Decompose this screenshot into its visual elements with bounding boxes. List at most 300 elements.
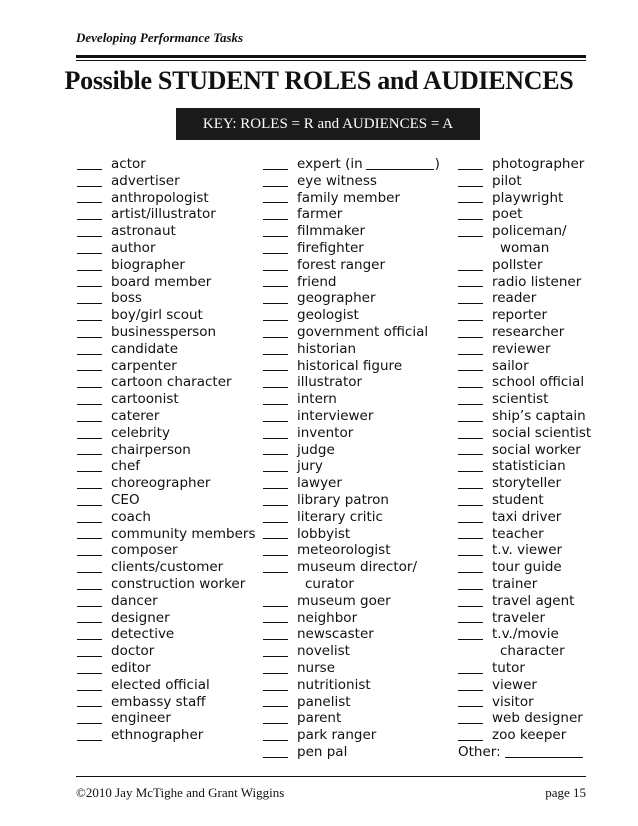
header-rule-thick: [76, 55, 586, 58]
role-item: [263, 190, 458, 207]
role-label: boss: [111, 290, 142, 307]
role-label: pilot: [492, 172, 522, 189]
role-item: [263, 559, 458, 576]
role-label: geographer: [297, 290, 376, 307]
role-item: [77, 290, 257, 307]
checkbox-blank[interactable]: [77, 638, 102, 640]
role-label: pen pal: [297, 743, 348, 760]
role-item: [263, 694, 458, 711]
role-item: [77, 559, 257, 576]
key-box: KEY: ROLES = R and AUDIENCES = A: [176, 108, 480, 140]
checkbox-blank[interactable]: [263, 470, 288, 472]
role-item: [77, 240, 257, 257]
checkbox-blank[interactable]: [458, 302, 483, 304]
role-label: museum goer: [297, 592, 391, 609]
checkbox-blank[interactable]: [458, 319, 483, 321]
checkbox-blank[interactable]: [263, 369, 288, 371]
checkbox-blank[interactable]: [263, 655, 288, 657]
checkbox-blank[interactable]: [458, 605, 483, 607]
role-label: caterer: [111, 407, 160, 424]
checkbox-blank[interactable]: [263, 487, 288, 489]
role-label: family member: [297, 189, 400, 206]
checkbox-blank[interactable]: [263, 621, 288, 623]
role-item: [263, 509, 458, 526]
checkbox-blank[interactable]: [458, 521, 483, 523]
role-item: [458, 727, 598, 744]
role-label: historical figure: [297, 357, 403, 374]
role-item: [77, 374, 257, 391]
role-item: [77, 660, 257, 677]
role-item: [77, 475, 257, 492]
checkbox-blank[interactable]: [77, 403, 102, 405]
page-number: page 15: [545, 785, 586, 800]
role-label: cartoonist: [111, 391, 179, 408]
checkbox-blank[interactable]: [77, 269, 102, 271]
checkbox-blank[interactable]: [77, 369, 102, 371]
role-label: photographer: [492, 156, 585, 172]
checkbox-blank[interactable]: [263, 504, 288, 506]
role-label: tour guide: [492, 559, 562, 576]
role-label: engineer: [111, 710, 171, 727]
checkbox-blank[interactable]: [77, 588, 102, 590]
role-item: [77, 307, 257, 324]
role-label: author: [111, 239, 156, 256]
role-item: [458, 475, 598, 492]
role-label: chairperson: [111, 441, 191, 458]
role-item: [458, 223, 598, 240]
checkbox-blank[interactable]: [458, 504, 483, 506]
role-item: [77, 190, 257, 207]
checkbox-blank[interactable]: [77, 605, 102, 607]
role-label: ethnographer: [111, 727, 204, 744]
checkbox-blank[interactable]: [263, 453, 288, 455]
role-label: visitor: [492, 693, 534, 710]
role-item: [263, 274, 458, 291]
role-item: [263, 206, 458, 223]
role-item: [77, 526, 257, 543]
role-item: [77, 593, 257, 610]
checkbox-blank[interactable]: [263, 386, 288, 388]
role-item: [458, 358, 598, 375]
checkbox-blank[interactable]: [77, 621, 102, 623]
role-item: [263, 660, 458, 677]
checkbox-blank[interactable]: [77, 252, 102, 254]
checkbox-blank[interactable]: [458, 235, 483, 237]
role-item: [263, 240, 458, 257]
role-item: [263, 341, 458, 358]
role-item: [263, 374, 458, 391]
role-item: [263, 408, 458, 425]
checkbox-blank[interactable]: [77, 235, 102, 237]
checkbox-blank[interactable]: [77, 218, 102, 220]
copyright: ©2010 Jay McTighe and Grant Wiggins: [76, 785, 285, 800]
role-label: web designer: [492, 710, 583, 727]
role-label: nurse: [297, 659, 336, 676]
role-label: illustrator: [297, 374, 363, 391]
role-label: t.v./movie: [492, 626, 559, 643]
checkbox-blank[interactable]: [77, 705, 102, 707]
role-label: museum director/: [297, 559, 417, 576]
role-item: [458, 408, 598, 425]
role-label: zoo keeper: [492, 727, 567, 744]
checkbox-blank[interactable]: [77, 336, 102, 338]
role-label: reader: [492, 290, 537, 307]
checkbox-blank[interactable]: [458, 353, 483, 355]
role-label: curator: [305, 575, 354, 592]
role-label: designer: [111, 609, 170, 626]
role-item: [263, 593, 458, 610]
role-item: [458, 374, 598, 391]
expert-close-paren: ): [434, 156, 440, 172]
checkbox-blank[interactable]: [458, 201, 483, 203]
role-label: student: [492, 491, 544, 508]
role-item: [77, 358, 257, 375]
role-label: choreographer: [111, 475, 211, 492]
role-label: artist/illustrator: [111, 206, 216, 223]
role-label: farmer: [297, 206, 343, 223]
checkbox-blank[interactable]: [77, 353, 102, 355]
checkbox-blank[interactable]: [263, 537, 288, 539]
role-label: interviewer: [297, 407, 374, 424]
role-label: biographer: [111, 256, 185, 273]
checkbox-blank[interactable]: [263, 722, 288, 724]
role-label: clients/customer: [111, 559, 224, 576]
role-item: [77, 173, 257, 190]
checkbox-blank[interactable]: [458, 420, 483, 422]
role-item: [77, 274, 257, 291]
role-label: taxi driver: [492, 508, 562, 525]
role-item: [263, 610, 458, 627]
role-label: park ranger: [297, 727, 377, 744]
role-item: [263, 156, 458, 173]
checkbox-blank[interactable]: [77, 185, 102, 187]
checkbox-blank[interactable]: [77, 722, 102, 724]
checkbox-blank[interactable]: [263, 285, 288, 287]
checkbox-blank[interactable]: [263, 201, 288, 203]
checkbox-blank[interactable]: [458, 369, 483, 371]
role-label: inventor: [297, 424, 354, 441]
role-item: [77, 509, 257, 526]
role-label: editor: [111, 659, 151, 676]
role-item: [77, 492, 257, 509]
role-label: parent: [297, 710, 342, 727]
role-item: [263, 677, 458, 694]
role-label: businessperson: [111, 323, 217, 340]
checkbox-blank[interactable]: [77, 420, 102, 422]
role-label: cartoon character: [111, 374, 232, 391]
role-label: newscaster: [297, 626, 374, 643]
checkbox-blank[interactable]: [458, 705, 483, 707]
checkbox-blank[interactable]: [77, 655, 102, 657]
roles-column-3: [458, 156, 598, 761]
role-item: [77, 324, 257, 341]
role-item: [263, 290, 458, 307]
role-label: panelist: [297, 693, 351, 710]
role-item: [458, 307, 598, 324]
role-label: eye witness: [297, 172, 377, 189]
checkbox-blank[interactable]: [77, 319, 102, 321]
role-item: [263, 358, 458, 375]
role-item: [263, 576, 458, 593]
role-item: [263, 526, 458, 543]
role-item: [458, 509, 598, 526]
role-item: [263, 173, 458, 190]
checkbox-blank[interactable]: [263, 605, 288, 607]
role-item: [458, 660, 598, 677]
role-label: radio listener: [492, 273, 582, 290]
checkbox-blank[interactable]: [458, 588, 483, 590]
role-item: [458, 173, 598, 190]
role-item: [263, 257, 458, 274]
running-header: Developing Performance Tasks: [76, 30, 244, 45]
role-item: [263, 492, 458, 509]
checkbox-blank[interactable]: [77, 554, 102, 556]
role-item: [77, 576, 257, 593]
checkbox-blank[interactable]: [263, 638, 288, 640]
checkbox-blank[interactable]: [458, 672, 483, 674]
role-item: [77, 408, 257, 425]
role-label: celebrity: [111, 424, 170, 441]
role-item: [458, 156, 598, 173]
checkbox-blank[interactable]: [263, 672, 288, 674]
checkbox-blank[interactable]: [458, 336, 483, 338]
role-label: geologist: [297, 307, 359, 324]
checkbox-blank[interactable]: [458, 722, 483, 724]
checkbox-blank[interactable]: [77, 453, 102, 455]
role-item: [77, 425, 257, 442]
checkbox-blank[interactable]: [458, 168, 483, 170]
checkbox-blank[interactable]: [263, 168, 288, 170]
role-item: [77, 610, 257, 627]
role-label: traveler: [492, 609, 546, 626]
role-label: woman: [500, 239, 550, 256]
role-label: detective: [111, 626, 175, 643]
checkbox-blank[interactable]: [77, 739, 102, 741]
role-item: [458, 290, 598, 307]
role-label: chef: [111, 458, 141, 475]
role-item: [458, 274, 598, 291]
checkbox-blank[interactable]: [77, 302, 102, 304]
role-label: travel agent: [492, 592, 575, 609]
role-item: [77, 442, 257, 459]
checkbox-blank[interactable]: [263, 269, 288, 271]
role-item: [77, 156, 257, 173]
checkbox-blank[interactable]: [458, 638, 483, 640]
checkbox-blank[interactable]: [458, 487, 483, 489]
page-title: Possible STUDENT ROLES and AUDIENCES: [64, 66, 574, 95]
role-label: embassy staff: [111, 693, 206, 710]
checkbox-blank[interactable]: [263, 353, 288, 355]
role-item: [77, 257, 257, 274]
role-item: [263, 727, 458, 744]
checkbox-blank[interactable]: [458, 470, 483, 472]
role-item: [458, 542, 598, 559]
role-label: firefighter: [297, 239, 364, 256]
checkbox-blank[interactable]: [77, 571, 102, 573]
role-label: scientist: [492, 391, 549, 408]
checkbox-blank[interactable]: [458, 437, 483, 439]
role-item: [77, 727, 257, 744]
role-label: government official: [297, 323, 429, 340]
role-item: [458, 677, 598, 694]
role-item: [77, 710, 257, 727]
role-item: [458, 710, 598, 727]
role-label: construction worker: [111, 575, 246, 592]
expert-field-blank[interactable]: [366, 168, 434, 170]
role-item: [263, 223, 458, 240]
role-label: poet: [492, 206, 523, 223]
role-item: [458, 341, 598, 358]
role-label: reviewer: [492, 340, 551, 357]
role-item: [458, 610, 598, 627]
role-item: [263, 324, 458, 341]
checkbox-blank[interactable]: [458, 453, 483, 455]
checkbox-blank[interactable]: [263, 689, 288, 691]
role-label: t.v. viewer: [492, 542, 563, 559]
role-item: [263, 542, 458, 559]
checkbox-blank[interactable]: [77, 201, 102, 203]
checkbox-blank[interactable]: [77, 487, 102, 489]
checkbox-blank[interactable]: [458, 571, 483, 573]
role-item: [77, 341, 257, 358]
role-item: [458, 694, 598, 711]
role-label: sailor: [492, 357, 529, 374]
checkbox-blank[interactable]: [458, 218, 483, 220]
checkbox-blank[interactable]: [77, 521, 102, 523]
checkbox-blank[interactable]: [77, 504, 102, 506]
checkbox-blank[interactable]: [458, 285, 483, 287]
role-label: carpenter: [111, 357, 177, 374]
role-item: [458, 643, 598, 660]
role-item: [458, 492, 598, 509]
checkbox-blank[interactable]: [263, 302, 288, 304]
role-label: reporter: [492, 307, 548, 324]
role-label: judge: [297, 441, 335, 458]
role-label: ship’s captain: [492, 407, 586, 424]
role-label: jury: [297, 458, 323, 475]
role-label: historian: [297, 340, 357, 357]
header-rule-thin: [76, 60, 586, 61]
roles-column-1: [77, 156, 257, 744]
role-item: [263, 442, 458, 459]
checkbox-blank[interactable]: [263, 571, 288, 573]
role-label: CEO: [111, 491, 140, 508]
checkbox-blank[interactable]: [263, 437, 288, 439]
role-item: [458, 458, 598, 475]
checkbox-blank[interactable]: [77, 386, 102, 388]
role-label: playwright: [492, 189, 564, 206]
role-label: pollster: [492, 256, 543, 273]
role-label: social scientist: [492, 424, 592, 441]
checkbox-blank[interactable]: [77, 437, 102, 439]
role-label: viewer: [492, 676, 537, 693]
role-item: [458, 206, 598, 223]
checkbox-blank[interactable]: [458, 403, 483, 405]
role-label: literary critic: [297, 508, 383, 525]
checkbox-blank[interactable]: [263, 218, 288, 220]
role-item: [263, 475, 458, 492]
role-label: novelist: [297, 643, 350, 660]
role-label: character: [500, 643, 565, 660]
checkbox-blank[interactable]: [458, 386, 483, 388]
checkbox-blank[interactable]: [263, 336, 288, 338]
role-item: [458, 626, 598, 643]
checkbox-blank[interactable]: [458, 689, 483, 691]
checkbox-blank[interactable]: [263, 185, 288, 187]
checkbox-blank[interactable]: [77, 168, 102, 170]
checkbox-blank[interactable]: [263, 739, 288, 741]
checkbox-blank[interactable]: [263, 403, 288, 405]
checkbox-blank[interactable]: [458, 269, 483, 271]
role-label: expert (in: [297, 156, 363, 172]
checkbox-blank[interactable]: [77, 672, 102, 674]
role-item: [458, 391, 598, 408]
role-item: [263, 710, 458, 727]
role-label: meteorologist: [297, 542, 391, 559]
checkbox-blank[interactable]: [77, 285, 102, 287]
checkbox-blank[interactable]: [263, 319, 288, 321]
role-item: [458, 576, 598, 593]
checkbox-blank[interactable]: [77, 537, 102, 539]
role-label: lobbyist: [297, 525, 351, 542]
role-item: [77, 542, 257, 559]
checkbox-blank[interactable]: [458, 185, 483, 187]
role-item: [458, 257, 598, 274]
role-label: tutor: [492, 659, 525, 676]
checkbox-blank[interactable]: [458, 621, 483, 623]
role-item: [77, 643, 257, 660]
checkbox-blank[interactable]: [458, 739, 483, 741]
role-item: [458, 425, 598, 442]
other-label: Other:: [458, 743, 501, 760]
checkbox-blank[interactable]: [263, 705, 288, 707]
checkbox-blank[interactable]: [77, 470, 102, 472]
role-label: trainer: [492, 575, 538, 592]
role-label: elected official: [111, 676, 210, 693]
role-label: forest ranger: [297, 256, 385, 273]
role-item: [458, 559, 598, 576]
role-label: intern: [297, 391, 337, 408]
role-label: boy/girl scout: [111, 307, 203, 324]
role-label: friend: [297, 273, 337, 290]
role-item: [263, 744, 458, 761]
checkbox-blank[interactable]: [263, 756, 288, 758]
role-label: neighbor: [297, 609, 358, 626]
role-label: community members: [111, 525, 256, 542]
role-label: teacher: [492, 525, 544, 542]
role-item: [263, 626, 458, 643]
checkbox-blank[interactable]: [263, 420, 288, 422]
checkbox-blank[interactable]: [263, 554, 288, 556]
roles-column-2: [263, 156, 458, 761]
role-item: [77, 458, 257, 475]
role-item: [77, 677, 257, 694]
checkbox-blank[interactable]: [458, 537, 483, 539]
role-item: [458, 240, 598, 257]
role-item: [77, 391, 257, 408]
role-label: policeman/: [492, 223, 567, 240]
role-item: [458, 593, 598, 610]
checkbox-blank[interactable]: [77, 689, 102, 691]
checkbox-blank[interactable]: [263, 235, 288, 237]
role-item: [77, 223, 257, 240]
role-label: composer: [111, 542, 178, 559]
checkbox-blank[interactable]: [263, 252, 288, 254]
other-field-blank[interactable]: [505, 756, 583, 758]
role-label: filmmaker: [297, 223, 366, 240]
checkbox-blank[interactable]: [263, 521, 288, 523]
checkbox-blank[interactable]: [458, 554, 483, 556]
